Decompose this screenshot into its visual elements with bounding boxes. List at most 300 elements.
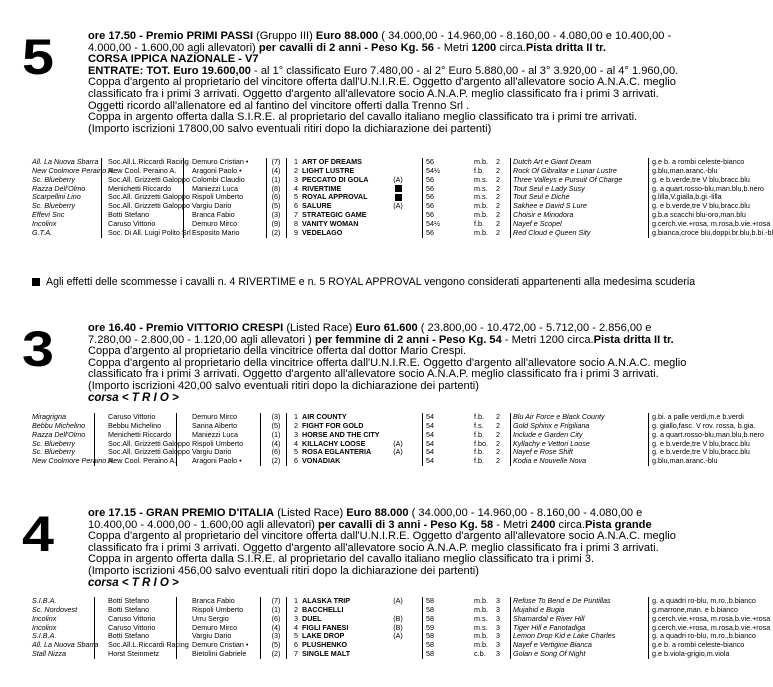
cell-trainer: Soc.All.L.Riccardi Racing xyxy=(108,157,189,166)
cell-sex: f.bo. xyxy=(474,438,488,448)
cell-age: 2 xyxy=(496,420,500,430)
cell-owner: Stall Nizza xyxy=(32,649,66,659)
cell-weight: 54½ xyxy=(426,218,440,228)
cell-jockey: Rispoli Umberto xyxy=(192,192,244,202)
text-segment: ( 23.800,00 - 10.472,00 - 5.712,00 - 2.856,00 e xyxy=(417,322,652,334)
cell-mark: (B) xyxy=(393,622,403,632)
cell-jockey: Aragoni Paolo • xyxy=(192,456,242,466)
cell-gate: (7) xyxy=(271,596,281,605)
text-segment: ore 17.50 - Premio PRIMI PASSI xyxy=(88,30,254,42)
column-divider xyxy=(176,413,177,466)
text-segment: classificato fra i primi 3 arrivati. Oggetto d'argento all'allevatore socio A.N.A.P. meglio classificato fra i primi 3 arrivati. xyxy=(88,87,659,100)
cell-horse: ROYAL APPROVAL xyxy=(302,192,368,202)
cell-owner: S.I.B.A. xyxy=(32,631,57,641)
cell-num: 3 xyxy=(294,613,298,623)
text-segment: per cavalli di 2 anni - Peso Kg. 56 xyxy=(258,41,434,54)
text-segment: (Listed Race) xyxy=(283,322,356,334)
cell-num: 5 xyxy=(294,631,298,641)
cell-weight: 58 xyxy=(426,631,434,641)
cell-weight: 54 xyxy=(426,456,434,466)
column-divider xyxy=(510,158,511,238)
square-marker-icon xyxy=(395,185,402,192)
text-segment: ore 16.40 - Premio VITTORIO CRESPI xyxy=(88,322,284,334)
cell-jockey: Maniezzi Luca xyxy=(192,183,238,193)
cell-trainer: Soc. Di All. Luigi Polito Srl xyxy=(108,227,191,237)
cell-trainer: Menichetti Riccardo xyxy=(108,183,172,193)
cell-pedigree: Kodia e Nouvelle Nova xyxy=(513,456,587,466)
entries-table xyxy=(0,157,773,238)
cell-sex: f.b. xyxy=(474,218,484,228)
column-divider xyxy=(94,597,95,659)
cell-pedigree: Blu Air Force e Black County xyxy=(513,412,605,421)
column-divider xyxy=(286,413,287,466)
cell-trainer: Soc.All. Grizzetti Galoppo xyxy=(108,174,190,184)
cell-pedigree: Three Valleys e Pursuit Of Charge xyxy=(513,174,623,184)
cell-num: 6 xyxy=(294,456,298,466)
cell-num: 3 xyxy=(294,429,298,439)
text-segment: classificato fra i primi 3 arrivati. Oggetto d'argento all'allevatore socio A.N.A.P. meglio classificato fra i primi 3 arrivati. xyxy=(88,368,659,381)
cell-weight: 59 xyxy=(426,622,434,632)
entries-table xyxy=(0,413,762,466)
cell-sex: c.b. xyxy=(474,649,486,659)
cell-colors: g.marrone,man. e b.bianco xyxy=(652,604,738,614)
cell-jockey: Bietolini Gabriele xyxy=(192,649,247,659)
cell-jockey: Maniezzi Luca xyxy=(192,429,238,439)
text-segment: (Importo iscrizioni 17800,00 salvo eventuali ritiri dopo la dichiarazione dei partenti) xyxy=(88,122,492,135)
cell-sex: m.b. xyxy=(474,640,488,650)
cell-colors: g.e b.viola-grigio,m.viola xyxy=(652,649,730,659)
text-segment: Coppa d'argento al proprietario del vincitore offerta dall'U.N.I.R.E. Oggetto d'argento all'allevatore socio A.N.A.C. meglio xyxy=(88,76,676,89)
cell-owner: Bebbu Michelino xyxy=(32,420,86,430)
cell-gate: (4) xyxy=(271,438,281,448)
cell-sex: m.s. xyxy=(474,174,488,184)
cell-jockey: Branca Fabio xyxy=(192,596,235,605)
cell-gate: (7) xyxy=(271,157,281,166)
text-segment: circa. xyxy=(496,41,526,54)
cell-jockey: Vargiu Dario xyxy=(192,631,232,641)
cell-jockey: Esposito Mario xyxy=(192,227,240,237)
cell-trainer: Caruso Vittorio xyxy=(108,412,156,421)
cell-pedigree: Kyllachy e Vettori Loose xyxy=(513,438,590,448)
cell-pedigree: Lemon Drop Kid e Lake Charles xyxy=(513,631,616,641)
cell-trainer: Botti Stefano xyxy=(108,604,150,614)
cell-sex: m.s. xyxy=(474,192,488,202)
cell-colors: g.cerch.vie.+rosa, m.rosa,b.vie.+rosa xyxy=(652,622,771,632)
cell-gate: (3) xyxy=(271,631,281,641)
cell-pedigree: Nayef e Vertigine Bianca xyxy=(513,640,592,650)
cell-sex: f.b. xyxy=(474,165,484,175)
race-description-line xyxy=(88,566,760,578)
cell-gate: (9) xyxy=(271,218,281,228)
text-segment: (Gruppo III) xyxy=(253,30,316,42)
cell-age: 3 xyxy=(496,640,500,650)
text-segment: - Metri xyxy=(493,518,531,531)
cell-pedigree: Sakhee e David S Lure xyxy=(513,201,587,211)
column-divider xyxy=(286,597,287,659)
stable-note-text: Agli effetti delle scommesse i cavalli n. 4 RIVERTIME e n. 5 ROYAL APPROVAL vengono considerati appartenenti alla medesima scuderia xyxy=(46,276,696,288)
cell-mark xyxy=(388,185,408,194)
cell-num: 2 xyxy=(294,420,298,430)
cell-gate: (6) xyxy=(271,613,281,623)
cell-horse: ART OF DREAMS xyxy=(302,157,362,166)
cell-owner: All. La Nuova Sbarra xyxy=(32,157,99,166)
cell-age: 3 xyxy=(496,631,500,641)
cell-weight: 54 xyxy=(426,420,434,430)
cell-trainer: Bebbu Michelino xyxy=(108,420,162,430)
column-divider xyxy=(176,597,177,659)
cell-gate: (2) xyxy=(271,227,281,237)
cell-colors: g.b.a scacchi blu-oro,man.blu xyxy=(652,210,746,220)
cell-num: 2 xyxy=(294,604,298,614)
cell-colors: g. e b.verde,tre V blu,bracc.blu xyxy=(652,201,750,211)
cell-jockey: Demuro Cristian • xyxy=(192,157,249,166)
cell-num: 3 xyxy=(294,174,298,184)
cell-sex: m.b. xyxy=(474,210,488,220)
cell-horse: PLUSHENKO xyxy=(302,640,348,650)
cell-weight: 56 xyxy=(426,227,434,237)
cell-weight: 56 xyxy=(426,201,434,211)
cell-horse: STRATEGIC GAME xyxy=(302,210,367,220)
cell-owner: Incolinx xyxy=(32,218,57,228)
cell-pedigree: Tout Seul e Diche xyxy=(513,192,570,202)
text-segment: CORSA IPPICA NAZIONALE - V7 xyxy=(88,53,259,66)
text-segment: 10.400,00 - 4.000,00 - 1.600,00 agli allevatori) xyxy=(88,518,319,531)
race-description xyxy=(88,323,760,404)
cell-jockey: Demuro Mirco xyxy=(192,218,238,228)
cell-num: 9 xyxy=(294,227,298,237)
column-divider xyxy=(648,413,649,466)
cell-owner: Effevi Snc xyxy=(32,210,65,220)
cell-weight: 56 xyxy=(426,210,434,220)
cell-owner: Razza Dell'Olmo xyxy=(32,429,86,439)
cell-sex: m.s. xyxy=(474,183,488,193)
column-divider xyxy=(510,413,511,466)
race-description xyxy=(88,508,760,589)
race-description xyxy=(88,31,760,135)
cell-num: 5 xyxy=(294,447,298,457)
cell-horse: DUEL xyxy=(302,613,322,623)
cell-trainer: New Cool. Peraino A. xyxy=(108,165,177,175)
cell-gate: (4) xyxy=(271,622,281,632)
cell-age: 2 xyxy=(496,183,500,193)
text-segment: 7.280,00 - 2.800,00 - 1.120,00 agli allevatori ) xyxy=(88,333,315,346)
cell-colors: g.e b. a rombi celeste-bianco xyxy=(652,640,745,650)
column-divider xyxy=(260,597,261,659)
cell-gate: (5) xyxy=(271,201,281,211)
column-divider xyxy=(422,413,423,466)
cell-horse: LAKE DROP xyxy=(302,631,345,641)
cell-age: 2 xyxy=(496,165,500,175)
column-divider xyxy=(101,158,102,238)
cell-colors: g. giallo,fasc. V rov. rossa, b.gia. xyxy=(652,420,756,430)
cell-pedigree: Red Cloud e Queen Sity xyxy=(513,227,591,237)
cell-num: 7 xyxy=(294,210,298,220)
cell-pedigree: Golan e Song Of Night xyxy=(513,649,586,659)
square-marker-icon xyxy=(32,278,40,286)
race-number: 4 xyxy=(22,506,54,562)
cell-weight: 54 xyxy=(426,429,434,439)
cell-mark: (A) xyxy=(393,596,403,605)
cell-num: 8 xyxy=(294,218,298,228)
cell-owner: Incolinx xyxy=(32,622,57,632)
cell-pedigree: Tiger Hill e Fanotadiga xyxy=(513,622,586,632)
column-divider xyxy=(510,597,511,659)
column-divider xyxy=(648,158,649,238)
cell-age: 2 xyxy=(496,218,500,228)
entries-table xyxy=(0,596,771,659)
cell-sex: m.s. xyxy=(474,613,488,623)
cell-mark: (A) xyxy=(393,447,403,457)
column-divider xyxy=(648,597,649,659)
cell-owner: G.T.A. xyxy=(32,227,53,237)
cell-horse: AIR COUNTY xyxy=(302,412,347,421)
cell-weight: 56 xyxy=(426,192,434,202)
race-description-line xyxy=(88,381,760,393)
cell-horse: VEDELAGO xyxy=(302,227,343,237)
cell-weight: 58 xyxy=(426,596,434,605)
cell-pedigree: Nayef e Scopel xyxy=(513,218,562,228)
text-segment: (Importo iscrizioni 456,00 salvo eventuali ritiri dopo la dichiarazione dei partenti) xyxy=(88,564,479,577)
cell-age: 2 xyxy=(496,201,500,211)
cell-jockey: Demuro Mirco xyxy=(192,622,238,632)
cell-jockey: Rispoli Umberto xyxy=(192,604,244,614)
trio-label: corsa < T R I O > xyxy=(88,391,179,404)
cell-colors: g.e b. a rombi celeste-bianco xyxy=(652,157,745,166)
cell-horse: BACCHELLI xyxy=(302,604,344,614)
text-segment: Oggetti ricordo all'allenatore ed al fantino del vincitore offerti dalla Trenno Srl . xyxy=(88,99,470,112)
cell-num: 2 xyxy=(294,165,298,175)
cell-mark: (B) xyxy=(393,613,403,623)
cell-age: 3 xyxy=(496,613,500,623)
cell-weight: 54 xyxy=(426,438,434,448)
cell-owner: Sc. Blueberry xyxy=(32,174,76,184)
cell-num: 4 xyxy=(294,438,298,448)
cell-colors: g. a quart.rosso-blu,man.blu,b.nero xyxy=(652,183,764,193)
cell-horse: HORSE AND THE CITY xyxy=(302,429,380,439)
cell-pedigree: Gold Sphinx e Frigiliana xyxy=(513,420,590,430)
cell-age: 3 xyxy=(496,622,500,632)
cell-horse: ROSA EGLANTERIA xyxy=(302,447,372,457)
text-segment: per femmine di 2 anni - Peso Kg. 54 xyxy=(314,333,502,346)
cell-trainer: Horst Steinmetz xyxy=(108,649,160,659)
cell-colors: g. a quadri ro-blu, m.ro.,b.bianco xyxy=(652,631,756,641)
race-number: 3 xyxy=(22,321,54,377)
column-divider xyxy=(422,597,423,659)
cell-horse: ALASKA TRIP xyxy=(302,596,351,605)
cell-pedigree: Mujahid e Bugia xyxy=(513,604,565,614)
cell-trainer: Soc.All.L.Riccardi Racing xyxy=(108,640,189,650)
cell-num: 6 xyxy=(294,640,298,650)
cell-owner: Incolinx xyxy=(32,613,57,623)
cell-sex: f.b. xyxy=(474,447,484,457)
cell-weight: 56 xyxy=(426,157,434,166)
cell-owner: Miragrigna xyxy=(32,412,66,421)
cell-sex: f.b. xyxy=(474,429,484,439)
cell-num: 5 xyxy=(294,192,298,202)
text-segment: classificato fra i primi 3 arrivati. Oggetto d'argento all'allevatore socio A.N.A.P. meglio classificato fra i primi 3 arrivati. xyxy=(88,541,659,554)
cell-gate: (3) xyxy=(271,210,281,220)
cell-age: 3 xyxy=(496,596,500,605)
cell-trainer: Soc.All. Grizzetti Galoppo xyxy=(108,438,190,448)
cell-age: 2 xyxy=(496,438,500,448)
cell-sex: m.b. xyxy=(474,596,488,605)
cell-trainer: Botti Stefano xyxy=(108,210,150,220)
cell-weight: 58 xyxy=(426,649,434,659)
text-segment: Coppa d'argento al proprietario del vincitore offerta dall'U.N.I.R.E. Oggetto d'argento all'allevatore socio A.N.A.C. meglio xyxy=(88,530,676,543)
text-segment: Coppa d'argento al proprietario della vincitrice offerta dal dottor Mario Crespi. xyxy=(88,345,467,358)
cell-owner: Sc. Blueberry xyxy=(32,447,76,457)
cell-owner: Sc. Blueberry xyxy=(32,438,76,448)
cell-horse: FIGLI FANESI xyxy=(302,622,349,632)
text-segment: Coppa in argento offerta dalla S.I.R.E. al proprietario del cavallo italiano meglio classificato tra i primi tre arrivati. xyxy=(88,111,638,124)
text-segment: Coppa d'argento al proprietario della vincitrice offerta dall'U.N.I.R.E. Oggetto d'argento all'allevatore socio A.N.A.C. meglio xyxy=(88,356,687,369)
cell-pedigree: Refuse To Bend e De Puntillas xyxy=(513,596,611,605)
cell-sex: m.b. xyxy=(474,604,488,614)
text-segment: ( 34.000,00 - 14.960,00 - 8.160,00 - 4.080,00 e 10.400,00 - xyxy=(378,30,672,42)
cell-sex: m.s. xyxy=(474,622,488,632)
cell-colors: g. e b.verde,tre V blu,bracc.blu xyxy=(652,174,750,184)
column-divider xyxy=(266,158,267,238)
cell-jockey: Sanna Alberto xyxy=(192,420,238,430)
column-divider xyxy=(183,158,184,238)
cell-horse: PECCATO DI GOLA xyxy=(302,174,369,184)
cell-num: 6 xyxy=(294,201,298,211)
cell-sex: f.b. xyxy=(474,412,484,421)
cell-colors: g.bianca,croce blu,doppi.br.blu,b.bi.-bl xyxy=(652,227,773,237)
race-number: 5 xyxy=(22,29,54,85)
cell-jockey: Aragoni Paolo • xyxy=(192,165,242,175)
cell-pedigree: Rock Of Gibraltar e Lunar Lustre xyxy=(513,165,617,175)
cell-weight: 54 xyxy=(426,412,434,421)
cell-colors: g. a quadri ro-blu, m.ro.,b.bianco xyxy=(652,596,756,605)
cell-num: 7 xyxy=(294,649,298,659)
cell-num: 1 xyxy=(294,412,298,421)
cell-owner: Scarpellini Lino xyxy=(32,192,81,202)
cell-trainer: Botti Stefano xyxy=(108,631,150,641)
text-segment: 1200 xyxy=(471,41,497,54)
cell-sex: m.b. xyxy=(474,157,488,166)
text-segment: ENTRATE: TOT. Euro 19.600,00 xyxy=(88,64,251,77)
cell-jockey: Demuro Cristian • xyxy=(192,640,249,650)
cell-horse: KILLACHY LOOSE xyxy=(302,438,366,448)
cell-gate: (1) xyxy=(271,429,281,439)
cell-weight: 58 xyxy=(426,604,434,614)
cell-owner: Sc. Nordovest xyxy=(32,604,78,614)
column-divider xyxy=(286,158,287,238)
cell-jockey: Vargiu Dario xyxy=(192,201,232,211)
cell-jockey: Vargiu Dario xyxy=(192,447,232,457)
text-segment: Euro 88.000 xyxy=(346,507,409,519)
cell-owner: Sc. Blueberry xyxy=(32,201,76,211)
cell-gate: (5) xyxy=(271,640,281,650)
cell-gate: (8) xyxy=(271,183,281,193)
cell-owner: New Coolmore Peraino A. xyxy=(32,456,115,466)
cell-colors: g. e b.verde,tre V blu,bracc.blu xyxy=(652,438,750,448)
cell-age: 2 xyxy=(496,157,500,166)
cell-weight: 54½ xyxy=(426,165,440,175)
cell-weight: 54 xyxy=(426,447,434,457)
cell-jockey: Branca Fabio xyxy=(192,210,235,220)
cell-owner: S.I.B.A. xyxy=(32,596,57,605)
cell-weight: 56 xyxy=(426,183,434,193)
text-segment: per cavalli di 3 anni - Peso Kg. 58 xyxy=(318,518,494,531)
cell-horse: VONADIAK xyxy=(302,456,341,466)
cell-colors: g.blu,man.aranc.-blu xyxy=(652,165,718,175)
cell-gate: (4) xyxy=(271,165,281,175)
cell-sex: m.b. xyxy=(474,201,488,211)
text-segment: Euro 61.600 xyxy=(355,322,418,334)
cell-colors: g.cerch.vie.+rosa, m.rosa,b.vie.+rosa xyxy=(652,218,771,228)
cell-gate: (2) xyxy=(271,456,281,466)
cell-gate: (3) xyxy=(271,412,281,421)
text-segment: Pista dritta II tr. xyxy=(593,333,674,346)
cell-horse: FIGHT FOR GOLD xyxy=(302,420,364,430)
text-segment: 4.000,00 - 1.600,00 agli allevatori) xyxy=(88,41,259,54)
cell-colors: g.bi. a palle verdi,m.e b.verdi xyxy=(652,412,744,421)
text-segment: (Listed Race) xyxy=(274,507,347,519)
cell-gate: (6) xyxy=(271,447,281,457)
cell-jockey: Colombi Claudio xyxy=(192,174,245,184)
cell-colors: g. a quart.rosso-blu,man.blu,b.nero xyxy=(652,429,764,439)
cell-trainer: Botti Stefano xyxy=(108,596,150,605)
cell-gate: (1) xyxy=(271,174,281,184)
cell-horse: VANITY WOMAN xyxy=(302,218,359,228)
cell-age: 2 xyxy=(496,447,500,457)
square-marker-icon xyxy=(395,194,402,201)
text-segment: 2400 xyxy=(530,518,556,531)
cell-trainer: Caruso Vittorio xyxy=(108,218,156,228)
cell-owner: All. La Nuova Sbarra xyxy=(32,640,99,650)
cell-trainer: Soc.All. Grizzetti Galoppo xyxy=(108,201,190,211)
text-segment: - Metri 1200 circa. xyxy=(501,333,594,346)
stable-note xyxy=(32,276,762,288)
cell-colors: g.cerch.vie.+rosa, m.rosa,b.vie.+rosa xyxy=(652,613,771,623)
cell-colors: g.blu,man.aranc.-blu xyxy=(652,456,718,466)
race-description-line xyxy=(88,124,760,136)
cell-horse: LIGHT LUSTRE xyxy=(302,165,355,175)
cell-age: 2 xyxy=(496,456,500,466)
column-divider xyxy=(94,413,95,466)
cell-horse: RIVERTIME xyxy=(302,183,342,193)
cell-mark: (A) xyxy=(393,631,403,641)
cell-mark: (A) xyxy=(393,438,403,448)
cell-age: 3 xyxy=(496,649,500,659)
cell-mark: (A) xyxy=(393,174,403,184)
cell-weight: 56 xyxy=(426,174,434,184)
cell-mark: (A) xyxy=(393,201,403,211)
text-segment: Coppa in argento offerta dalla S.I.R.E. al proprietario del cavallo italiano meglio classificato tra i primi 3. xyxy=(88,553,595,566)
cell-pedigree: Choisir e Minodora xyxy=(513,210,574,220)
cell-pedigree: Tout Seul e Lady Susy xyxy=(513,183,585,193)
text-segment: ore 17.15 - GRAN PREMIO D'ITALIA xyxy=(88,507,275,519)
cell-owner: New Coolmore Peraino A. xyxy=(32,165,115,175)
cell-sex: m.b. xyxy=(474,631,488,641)
cell-trainer: Caruso Vittorio xyxy=(108,613,156,623)
column-divider xyxy=(260,413,261,466)
cell-jockey: Rispoli Umberto xyxy=(192,438,244,448)
cell-sex: f.s. xyxy=(474,420,484,430)
cell-colors: g.lilla,V.gialla,b.gi.-lilla xyxy=(652,192,722,202)
cell-num: 4 xyxy=(294,183,298,193)
cell-age: 2 xyxy=(496,412,500,421)
cell-owner: Razza Dell'Olmo xyxy=(32,183,86,193)
cell-trainer: Soc.All. Grizzetti Galoppo xyxy=(108,192,190,202)
cell-sex: m.b. xyxy=(474,227,488,237)
cell-age: 3 xyxy=(496,604,500,614)
cell-jockey: Urru Sergio xyxy=(192,613,229,623)
cell-pedigree: Shamardal e River Hill xyxy=(513,613,585,623)
column-divider xyxy=(422,158,423,238)
